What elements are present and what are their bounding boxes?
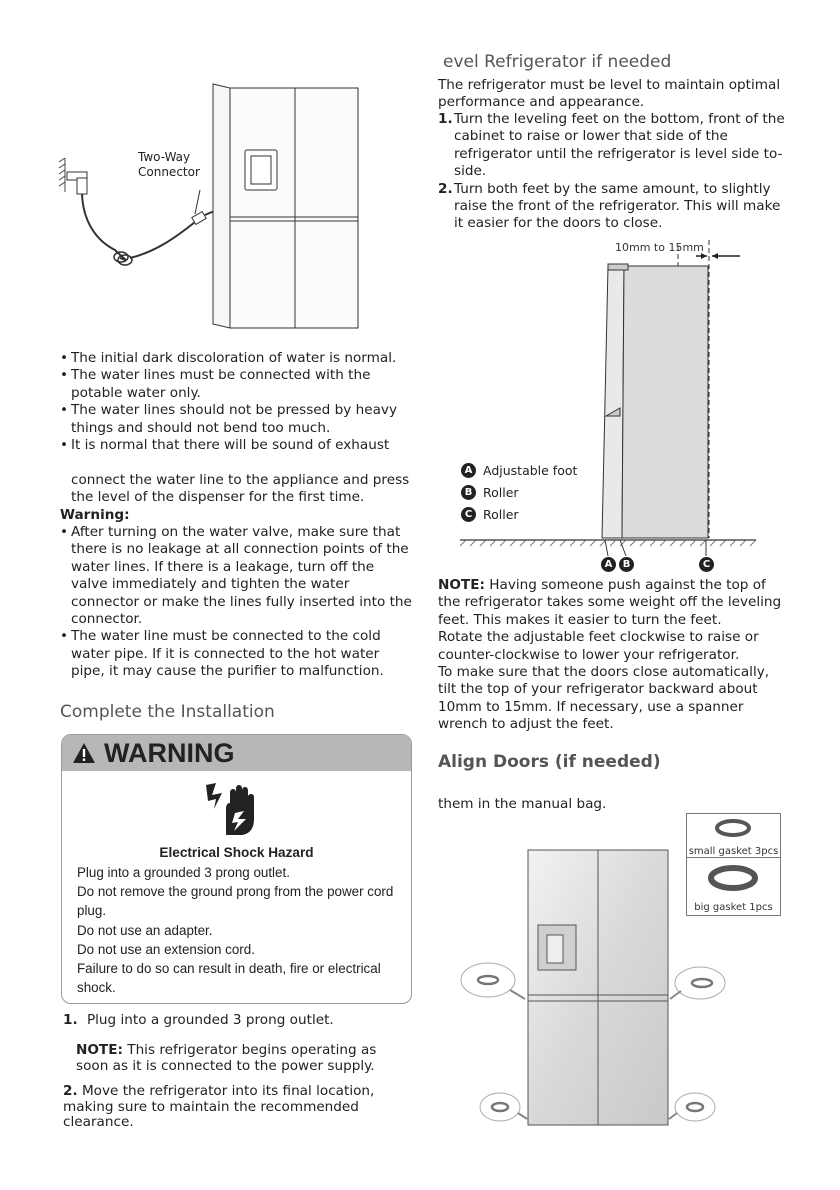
legend-label: Roller [483, 484, 519, 500]
note-item: • The initial dark discoloration of water is normal. [60, 350, 415, 367]
legend-badge: C [461, 507, 476, 522]
warning-triangle-icon [72, 742, 96, 764]
step-2-number: 2. [63, 1083, 78, 1099]
warning-line: Do not use an extension cord. [77, 941, 255, 957]
level-intro: The refrigerator must be level to maintain optimal performance and appearance. [438, 77, 781, 111]
legend-label: Roller [483, 506, 519, 522]
step-2-text: Move the refrigerator into its final location, making sure to maintain the recommended clearance. [63, 1083, 375, 1130]
wall-hatch [59, 158, 65, 192]
align-doors-heading: Align Doors (if needed) [438, 752, 661, 772]
note-item: • The water lines must be connected with the potable water only. [60, 367, 415, 402]
callout-b-badge: B [619, 557, 634, 572]
gasket-callout-top-right [670, 967, 725, 999]
legend-label: Adjustable foot [483, 462, 578, 478]
water-notes-list [60, 350, 415, 454]
big-gasket-label: big gasket 1pcs [694, 902, 773, 913]
leveling-note-line: Rotate the adjustable feet clockwise to raise or counter-clockwise to lower your refrigerator. [438, 629, 759, 663]
warning-title: WARNING [104, 737, 235, 768]
tilt-label: 10mm to 15mm [615, 241, 704, 254]
fridge-illustration [213, 84, 358, 328]
small-gasket-icon [687, 814, 780, 842]
front-fridge [528, 850, 668, 1125]
callout-c-badge: C [699, 557, 714, 572]
leveling-note-line: To make sure that the doors close automatically, tilt the top of your refrigerator backward about 10mm to 15mm. If necessary, use a spanner wrench to adjust the feet. [438, 664, 770, 733]
level-step-text: Turn the leveling feet on the bottom, front of the cabinet to raise or lower that side of the refrigerator until the refrigerator is level side to-side. [454, 111, 785, 180]
connector-label [138, 150, 200, 180]
step-2 [63, 1084, 393, 1131]
level-step-number: 2. [438, 180, 453, 197]
warning-line: Do not remove the ground prong from the power cord plug. [77, 884, 394, 919]
leveling-note-text: Having someone push against the top of the refrigerator takes some weight off the leveling feet. This makes it easier to turn the feet. [438, 577, 782, 628]
water-connection-illustration [55, 80, 365, 330]
level-step [438, 111, 788, 181]
align-doors-text: them in the manual bag. [438, 796, 607, 812]
warning-list [60, 524, 415, 681]
complete-installation-heading: Complete the Installation [60, 702, 275, 722]
gasket-callout-top-left [461, 963, 525, 999]
level-refrigerator-heading: evel Refrigerator if needed [443, 52, 672, 72]
align-doors-illustration [455, 845, 735, 1130]
gasket-callout-bottom-left [480, 1093, 527, 1121]
warning-item: • After turning on the water valve, make sure that there is no leakage at all connection points of the water lines. If there is a leakage, turn off the valve immediately and tighten the water connector or make the lines fully inserted into the connector. [60, 524, 415, 628]
warning-item: • The water line must be connected to the cold water pipe. If it is connected to the hot water pipe, it may cause the purifier to malfunction. [60, 628, 415, 680]
connector-label-line1: Two-Way [138, 150, 191, 164]
legend-badge: A [461, 463, 476, 478]
tilted-fridge [602, 264, 708, 538]
step-1-note-label: NOTE: [76, 1042, 123, 1058]
legend-row [461, 459, 577, 481]
level-step [438, 181, 788, 233]
level-step-number: 1. [438, 111, 453, 127]
warning-lines [77, 863, 397, 997]
callout-b [619, 552, 641, 572]
note-item: • The water lines should not be pressed by heavy things and should not bend too much. [60, 402, 415, 437]
leveling-note [438, 577, 788, 734]
level-step-text: Turn both feet by the same amount, to slightly raise the front of the refrigerator. This will make it easier for the doors to close. [454, 180, 781, 232]
connector-label-line2: Connector [138, 165, 200, 179]
parts-legend [461, 459, 577, 525]
warning-header [62, 735, 411, 771]
callout-c [699, 552, 721, 572]
small-gasket-label: small gasket 3pcs [688, 846, 779, 857]
note-item: • It is normal that there will be sound of exhaust [60, 437, 415, 454]
hazard-title: Electrical Shock Hazard [159, 845, 314, 860]
electric-shock-hand-icon [202, 779, 262, 839]
legend-row [461, 481, 577, 503]
leveling-note-first [438, 577, 788, 629]
legend-row [461, 503, 577, 525]
warning-box [61, 734, 412, 1004]
step-1-text: Plug into a grounded 3 prong outlet. [86, 1012, 334, 1028]
legend-badge: B [461, 485, 476, 500]
step-1-note-text: This refrigerator begins operating as soon as it is connected to the power supply. [76, 1042, 377, 1074]
step-1-note [76, 1043, 406, 1074]
warning-line: Failure to do so can result in death, fire or electrical shock. [77, 961, 381, 996]
level-steps [438, 111, 788, 233]
warning-line: Plug into a grounded 3 prong outlet. [77, 865, 290, 880]
gasket-callout-bottom-right [669, 1093, 715, 1121]
note-continuation: connect the water line to the appliance and press the level of the dispenser for the first time. [71, 472, 410, 506]
warning-line: Do not use an adapter. [77, 922, 213, 938]
leveling-note-label: NOTE: [438, 577, 485, 593]
step-1-number: 1. [63, 1012, 78, 1028]
step-1 [63, 1012, 403, 1029]
callout-a-badge: A [601, 557, 616, 572]
warning-label: Warning: [60, 507, 130, 523]
